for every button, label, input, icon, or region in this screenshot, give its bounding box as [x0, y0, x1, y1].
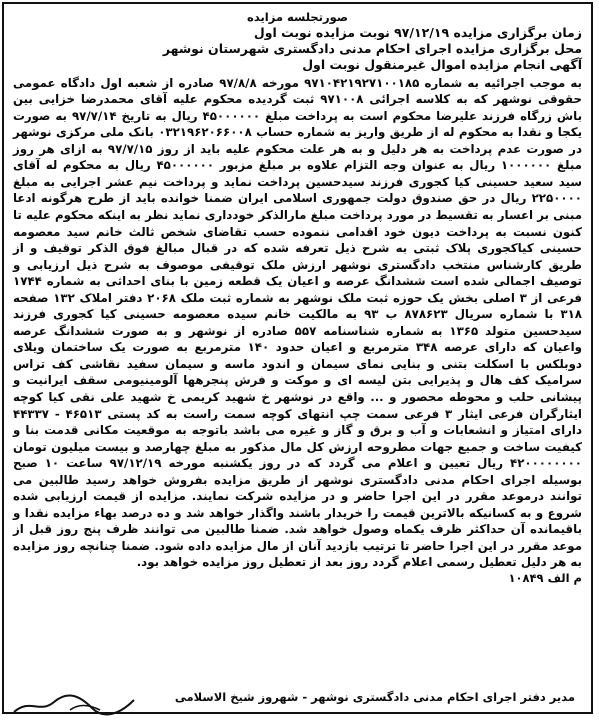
notice-body: به موجب اجرائیه به شماره ۹۷۱۰۴۲۱۹۲۷۱۰۰۱۸۵ مورخه ۹۷/۸/۸ صادره از شعبه اول دادگاه عمومی حقوقی نوشهر که به کلاسه اجرائی ۹۷۱۰۰۸ ثبت گردیده محکوم علیه آقای محمدرضا خزایی بین باش زرگاه فرزند علیرضا محکوم است به پرداخت مبلغ ۴۵۰۰۰۰۰۰ ریال به تاریخ ۹۷/۷/۱۴ به صورت یکجا و نقدا به محکوم له از طریق واریز به شماره حساب ۰۳۲۱۹۶۲۰۶۶۰۰۸ بانک ملی مرکزی نوشهر در صورت عدم پرداخت به هر دلیل و به هر علت محکوم علیه باید از روز ۹۷/۷/۱۵ به ازای هر روز مبلغ ۱۰۰۰۰۰۰ ریال به عنوان وجه التزام علاوه بر مبلغ مزبور ۴۵۰۰۰۰۰۰ ریال به محکوم له آقای سید سعید حسینی کیا کجوری فرزند سیدحسین پرداخت نماید و پرداخت نیم عشر اجرایی به مبلغ ۲۲۵۰۰۰۰ ریال در حق صندوق دولت جمهوری اسلامی ایران ضمنا خوانده باید از طرح هرگونه ادعا مبنی بر اعسار به تقسیط در مورد پرداخت مبلغ مارالذکر خودداری نماید نظر به اینکه محکوم علیه تا کنون نسبت به پرداخت دیون خود اقدامی ننموده حسب تقاضای شخص ثالث خانم سید معصومه حسینی کیاکجوری پلاک ثبتی به شرح ذیل تعرفه شده که در قبال مبالغ فوق الذکر توقیف و از طریق کارشناس منتخب دادگستری نوشهر ارزش ملک توقیفی موصوف به شرح ذیل ارزیابی و توصیف اجمالی شده است ششدانگ عرصه و اعیان یک قطعه زمین با بنای احداثی به شماره ۱۷۴۴ فرعی از ۳ اصلی بخش یک حوزه ثبت ملک نوشهر به شماره ثبت ملک ۲۰۶۸ دفتر املاک ۱۳۲ صفحه ۳۱۸ با شماره سریال ۸۷۸۶۲۳ ب ۹۳ به مالکیت خانم سیده معصومه حسینی کیا کجوری فرزند سیدحسین متولد ۱۳۶۵ به شماره شناسنامه ۵۵۷ صادره از نوشهر و به صورت ششدانگ عرصه واعیان که دارای عرصه ۳۴۸ مترمربع و اعیان حدود ۱۴۰ مترمربع به صورت یک ساختمان ویلای دوبلکس با اسکلت بتنی و بنایی نمای سیمان و اندود ماسه و سیمان سفید نقاشی کف تراس سرامیک کف هال و پذیرایی بتن لیسه ای و موکت و فرش پنجرهها آلومینیومی سقف ایرانیت و پیشانی حلب و محوطه محصور و ... واقع در نوشهر خ شهید کریمی خ شهید علی نقی کیا کوچه ایثارگران فرعی ایثار ۳ فرعی سمت چپ انتهای کوچه سمت راست به کد پستی ۴۶۵۱۳ - ۴۴۳۳۷ دارای امتیاز و انشعابات و آب و برق و گاز و غیره می باشد باتوجه به موقعیت مکانی قدمت بنا و کیفیت ساخت و جمیع جهات مطروحه ارزش کل مال مذکور به مبلغ چهارصد و بیست میلیون تومان ۴۲۰۰۰۰۰۰۰۰ ریال تعیین و اعلام می گردد که در روز یکشنبه مورخه ۹۷/۱۲/۱۹ ساعت ۱۰ صبح بوسیله اجرای احکام مدنی دادگستری نوشهر از طریق مزایده بفروش خواهد رسید طالبین می توانند درموعد مقرر در این اجرا حاضر و در مزایده شرکت نمایند. مزایده از قیمت ارزیابی شده شروع و به کسانیکه بالاترین قیمت را خریدار باشند واگذار خواهد شد و ده درصد بهاء مزایده نقدا و باقیمانده آن حداکثر ظرف یکماه وصول خواهد شد. ضمنا طالبین می توانند ظرف پنج روز قبل از موعد مقرر در این اجرا حاضر تا ترتیب بازدید آنان از مال مزایده داده شود. ضمنا چنانچه روز مزایده به هر دلیل تعطیل رسمی اعلام گردد روز بعد از تعطیل روز مزایده خواهد بود.	[13, 75, 583, 570]
signature-scribble-icon	[10, 692, 160, 716]
signature-line: مدیر دفتر اجرای احکام مدنی دادگستری نوشهر - شهروز شیخ الاسلامی	[174, 690, 575, 704]
reference-number: م الف ۱۰۸۴۹	[508, 571, 582, 586]
notice-frame	[2, 2, 593, 714]
auction-announcement-heading: آگهی انجام مزایده اموال غیرمنقول نوبت اول	[302, 57, 582, 73]
notice-title: صورتجلسه مزایده	[247, 10, 348, 24]
auction-location-heading: محل برگزاری مزایده اجرای احکام مدنی دادگستری شهرستان نوشهر	[162, 41, 582, 57]
notice-footer	[2, 690, 593, 718]
auction-time-heading: زمان برگزاری مزایده ۹۷/۱۲/۱۹ نوبت مزایده نوبت اول	[253, 25, 582, 40]
auction-notice	[13, 10, 582, 586]
